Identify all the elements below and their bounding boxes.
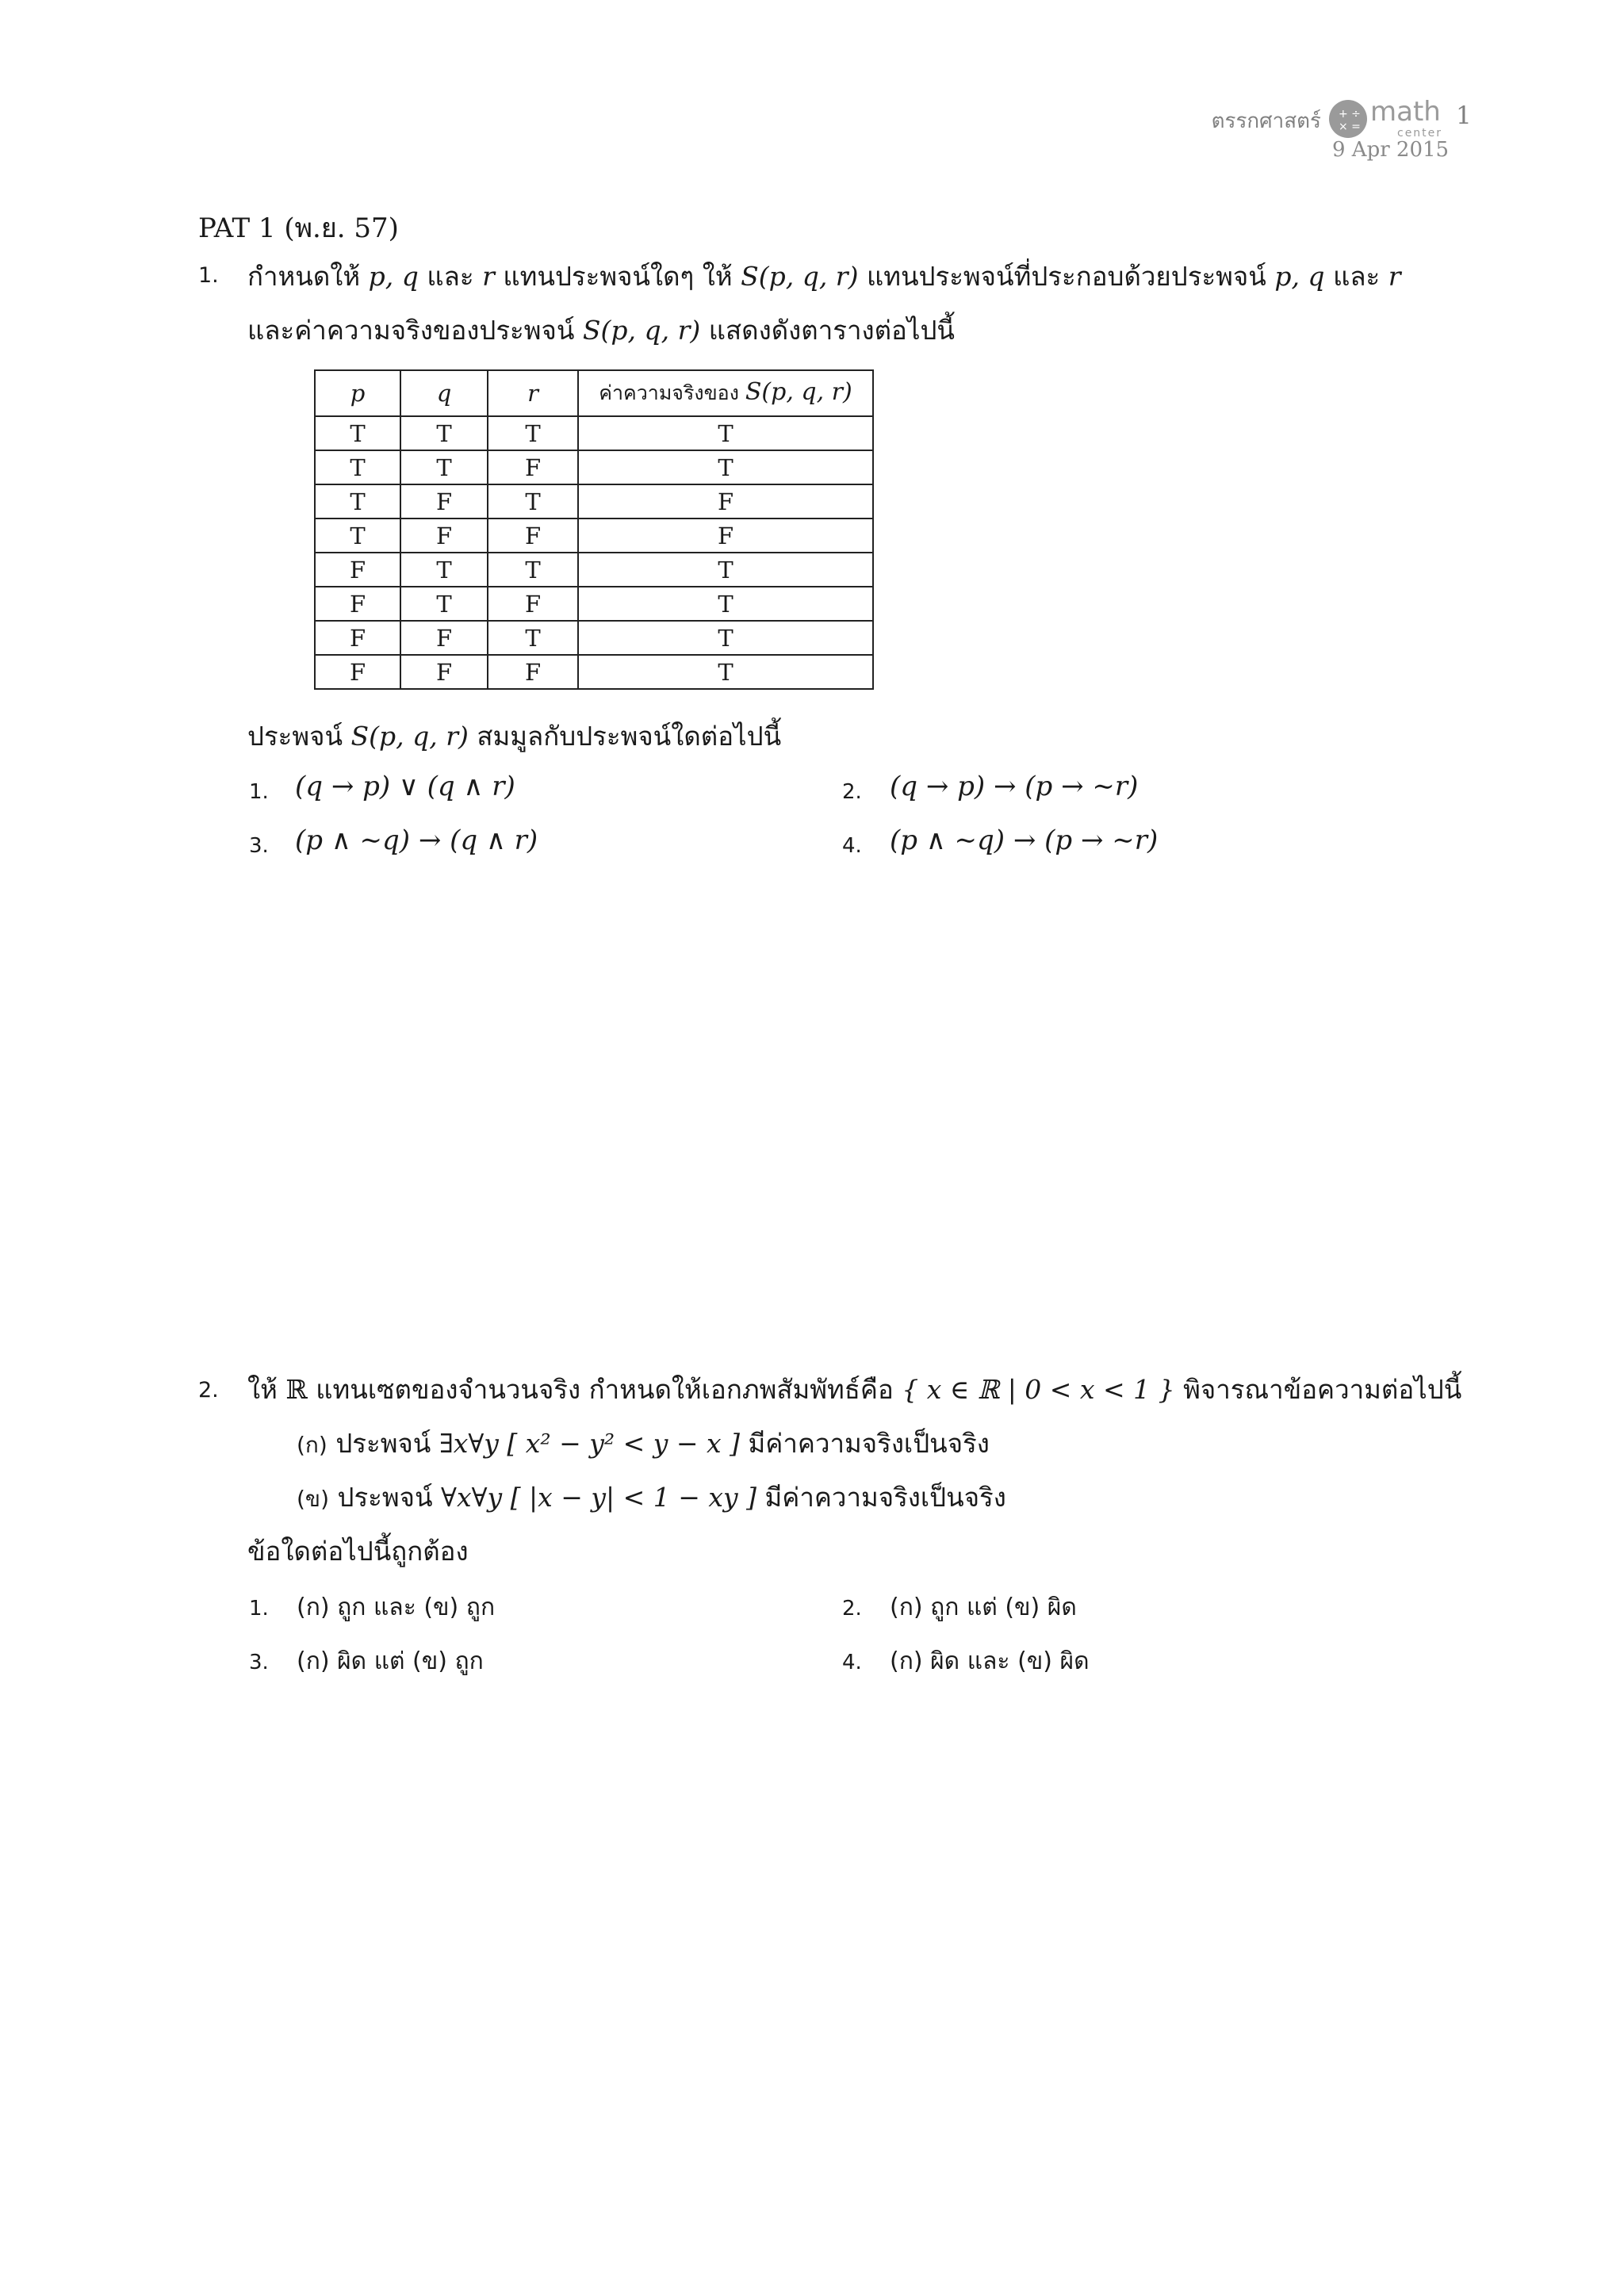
table-cell: T <box>578 587 873 621</box>
table-cell: T <box>488 484 578 519</box>
table-cell: F <box>578 484 873 519</box>
q2-choice-3[interactable]: (ก) ผิด แต่ (ข) ถูก <box>297 1647 484 1675</box>
svg-text:+ ÷: + ÷ <box>1339 108 1361 121</box>
table-cell: T <box>578 450 873 484</box>
q2-choice-2[interactable]: (ก) ถูก แต่ (ข) ผิด <box>890 1594 1077 1621</box>
table-cell: F <box>315 655 400 689</box>
q1-number: 1. <box>198 263 219 288</box>
col-header-q: q <box>400 370 488 416</box>
q1-prompt: ประพจน์ S(p, q, r) สมมูลกับประพจน์ใดต่อไปนี้ <box>247 721 782 752</box>
table-cell: F <box>315 587 400 621</box>
header-date: 9 Apr 2015 <box>1332 138 1450 162</box>
q1-choice-2[interactable]: (q → p) → (p → ∼r) <box>890 771 1139 802</box>
table-row <box>315 587 873 621</box>
q1-line2: และค่าความจริงของประพจน์ S(p, q, r) แสดงดังตารางต่อไปนี้ <box>247 315 955 346</box>
table-cell: F <box>488 587 578 621</box>
q1-choice-1[interactable]: (q → p) ∨ (q ∧ r) <box>295 771 515 802</box>
header-subject: ตรรกศาสตร์ <box>1211 109 1321 133</box>
table-cell: T <box>315 416 400 450</box>
svg-text:× =: × = <box>1339 121 1361 133</box>
q2-choice-1-num: 1. <box>249 1597 269 1621</box>
table-cell: F <box>400 655 488 689</box>
q1-line1: กำหนดให้ p, q และ r แทนประพจน์ใดๆ ให้ S(p, q, r) แทนประพจน์ที่ประกอบด้วยประพจน์ p, q และ r <box>247 261 1401 292</box>
table-cell: T <box>578 621 873 655</box>
q2-choice-4-num: 4. <box>842 1651 862 1674</box>
q2-number: 2. <box>198 1378 219 1402</box>
q2-prompt: ข้อใดต่อไปนี้ถูกต้อง <box>247 1536 469 1567</box>
q1-choice-1-num: 1. <box>249 780 269 804</box>
table-cell: T <box>315 450 400 484</box>
svg-text:center: center <box>1397 127 1443 140</box>
q2-statement-a: (ก) ประพจน์ ∃x∀y [ x² − y² < y − x ] มีค่าความจริงเป็นจริง <box>297 1428 990 1459</box>
table-cell: F <box>315 621 400 655</box>
table-cell: F <box>488 519 578 553</box>
q2-choice-2-num: 2. <box>842 1597 862 1621</box>
table-cell: F <box>315 553 400 587</box>
truth-table-body <box>315 416 873 689</box>
table-row <box>315 621 873 655</box>
table-cell: F <box>400 484 488 519</box>
table-cell: T <box>578 655 873 689</box>
col-header-p: p <box>315 370 400 416</box>
q2-choice-3-num: 3. <box>249 1651 269 1674</box>
table-cell: T <box>578 553 873 587</box>
table-cell: T <box>315 519 400 553</box>
table-row <box>315 519 873 553</box>
svg-text:math: math <box>1370 97 1441 128</box>
table-cell: T <box>400 416 488 450</box>
page-number: 1 <box>1456 101 1472 130</box>
math-center-logo <box>1326 97 1461 141</box>
table-row <box>315 416 873 450</box>
q2-line1: ให้ ℝ แทนเซตของจำนวนจริง กำหนดให้เอกภพสัมพัทธ์คือ { x ∈ ℝ | 0 < x < 1 } พิจารณาข้อความต่อไปนี้ <box>247 1374 1462 1405</box>
table-row <box>315 553 873 587</box>
q1-choice-4-num: 4. <box>842 834 862 858</box>
table-cell: F <box>400 519 488 553</box>
truth-table <box>314 369 874 690</box>
table-cell: T <box>400 553 488 587</box>
exam-title: PAT 1 (พ.ย. 57) <box>198 212 399 244</box>
col-header-r: r <box>488 370 578 416</box>
table-row <box>315 484 873 519</box>
table-cell: T <box>315 484 400 519</box>
col-header-truth-value: ค่าความจริงของ S(p, q, r) <box>578 370 873 416</box>
table-row <box>315 450 873 484</box>
table-cell: F <box>488 655 578 689</box>
q1-choice-3[interactable]: (p ∧ ∼q) → (q ∧ r) <box>295 825 538 856</box>
q1-choice-2-num: 2. <box>842 780 862 804</box>
table-cell: T <box>488 553 578 587</box>
table-cell: F <box>400 621 488 655</box>
q1-choice-3-num: 3. <box>249 834 269 858</box>
table-cell: F <box>488 450 578 484</box>
q2-choice-4[interactable]: (ก) ผิด และ (ข) ผิด <box>890 1647 1090 1675</box>
table-row <box>315 655 873 689</box>
q1-choice-4[interactable]: (p ∧ ∼q) → (p → ∼r) <box>890 825 1159 856</box>
table-cell: T <box>488 621 578 655</box>
table-cell: T <box>488 416 578 450</box>
table-cell: F <box>578 519 873 553</box>
table-cell: T <box>400 450 488 484</box>
q2-choice-1[interactable]: (ก) ถูก และ (ข) ถูก <box>297 1594 496 1621</box>
q2-statement-b: (ข) ประพจน์ ∀x∀y [ |x − y| < 1 − xy ] มีค่าความจริงเป็นจริง <box>297 1482 1006 1513</box>
table-cell: T <box>578 416 873 450</box>
table-cell: T <box>400 587 488 621</box>
